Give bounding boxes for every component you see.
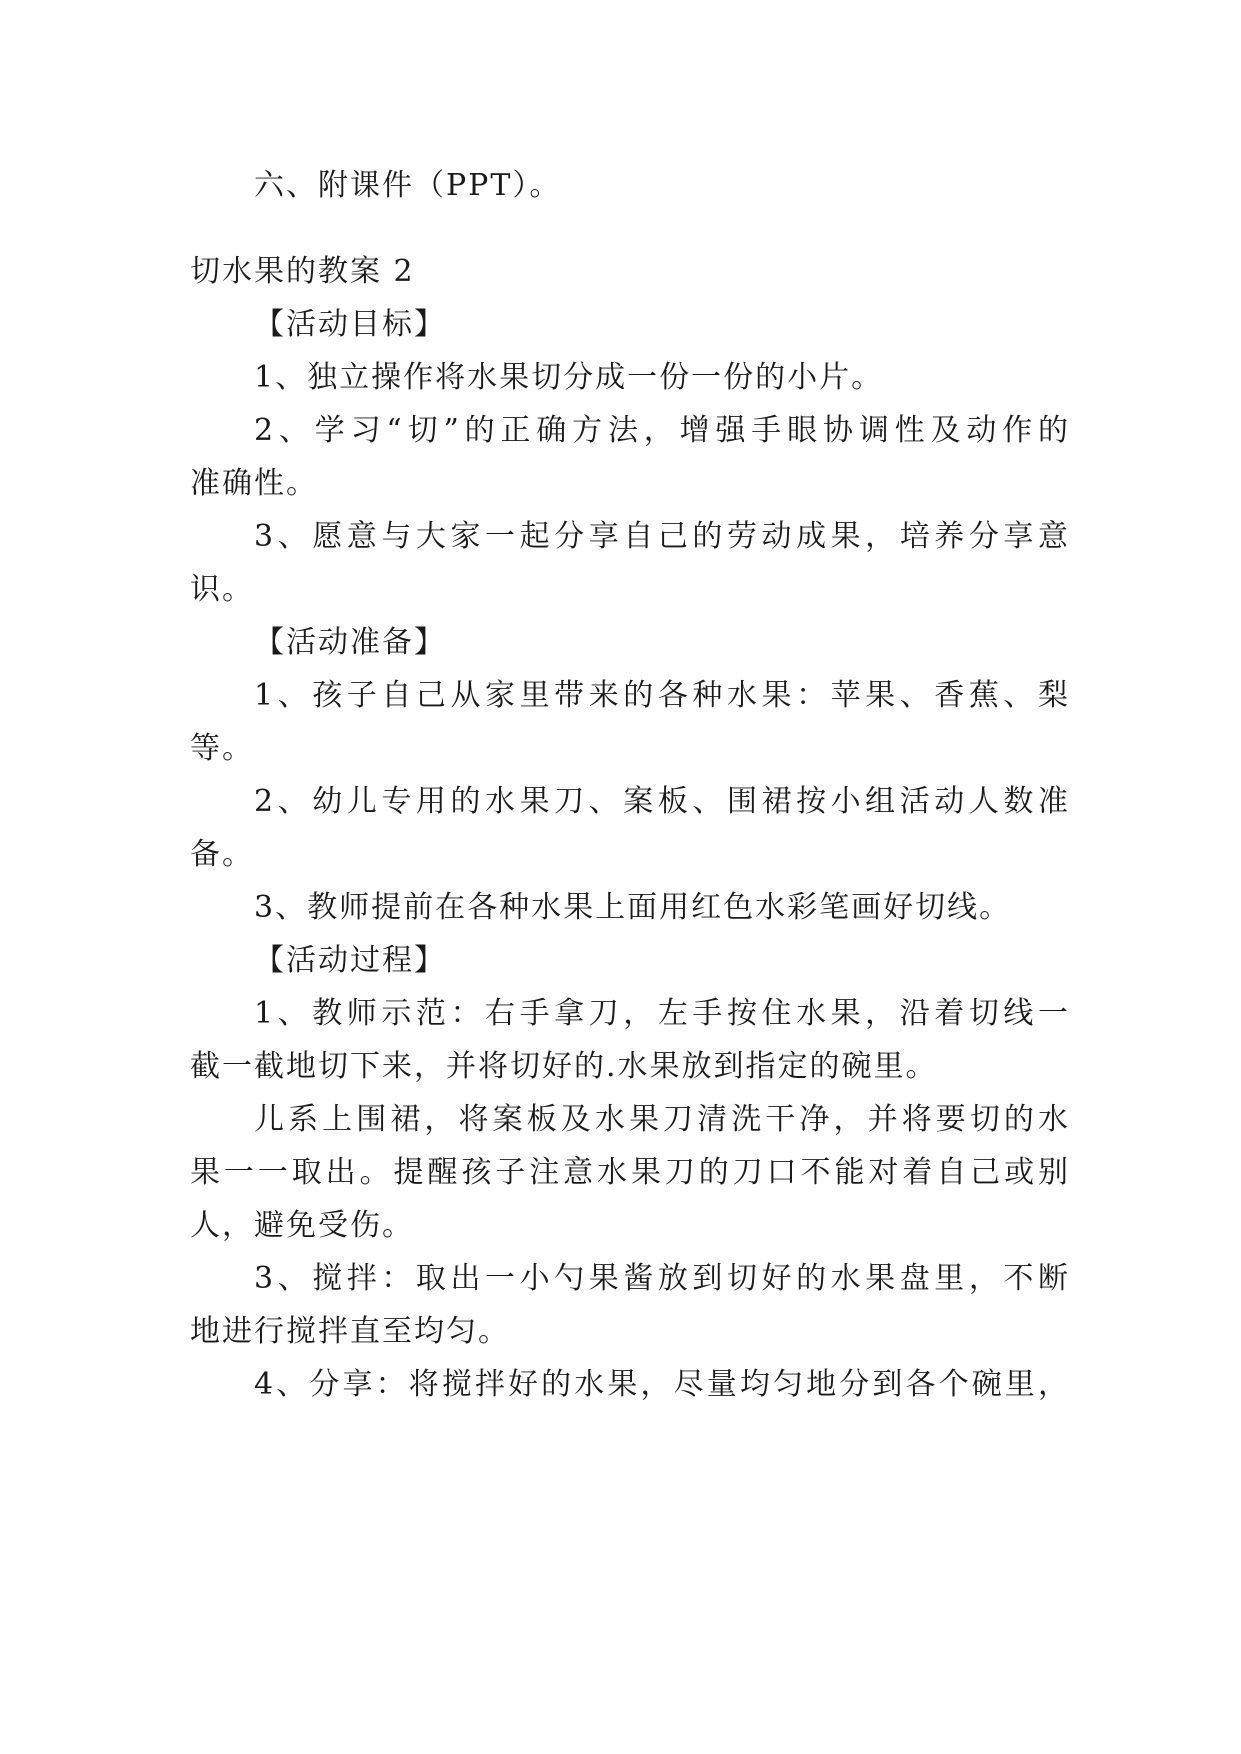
heading-activity-preparation: 【活动准备】 bbox=[254, 625, 446, 660]
process-2-line-3: 人，避免受伤。 bbox=[190, 1208, 414, 1243]
prep-2-line-1: 2、幼儿专用的水果刀、案板、围裙按小组活动人数准 bbox=[254, 784, 1070, 819]
prep-3: 3、教师提前在各种水果上面用红色水彩笔画好切线。 bbox=[254, 890, 1012, 925]
section-six-line: 六、附课件（PPT）。 bbox=[254, 168, 562, 203]
prep-2-line-2: 备。 bbox=[190, 837, 254, 872]
process-1-line-2: 截一截地切下来，并将切好的.水果放到指定的碗里。 bbox=[190, 1049, 938, 1084]
process-3-line-2: 地进行搅拌直至均匀。 bbox=[190, 1314, 510, 1349]
lesson-title: 切水果的教案 2 bbox=[190, 254, 415, 289]
heading-activity-goals: 【活动目标】 bbox=[254, 307, 446, 342]
prep-1-line-2: 等。 bbox=[190, 731, 254, 766]
process-3-line-1: 3、搅拌：取出一小勺果酱放到切好的水果盘里，不断 bbox=[254, 1261, 1070, 1296]
goal-1: 1、独立操作将水果切分成一份一份的小片。 bbox=[254, 360, 884, 395]
process-2-line-2: 果一一取出。提醒孩子注意水果刀的刀口不能对着自己或别 bbox=[190, 1155, 1070, 1190]
goal-3-line-2: 识。 bbox=[190, 572, 254, 607]
goal-2-line-2: 准确性。 bbox=[190, 466, 318, 501]
goal-3-line-1: 3、愿意与大家一起分享自己的劳动成果，培养分享意 bbox=[254, 519, 1070, 554]
prep-1-line-1: 1、孩子自己从家里带来的各种水果：苹果、香蕉、梨 bbox=[254, 678, 1070, 713]
heading-activity-process: 【活动过程】 bbox=[254, 943, 446, 978]
goal-2-line-1: 2、学习“切”的正确方法，增强手眼协调性及动作的 bbox=[254, 413, 1070, 448]
process-2-line-1: 儿系上围裙，将案板及水果刀清洗干净，并将要切的水 bbox=[254, 1102, 1070, 1137]
process-4-line-1: 4、分享：将搅拌好的水果，尽量均匀地分到各个碗里， bbox=[254, 1367, 1070, 1402]
process-1-line-1: 1、教师示范：右手拿刀，左手按住水果，沿着切线一 bbox=[254, 996, 1070, 1031]
